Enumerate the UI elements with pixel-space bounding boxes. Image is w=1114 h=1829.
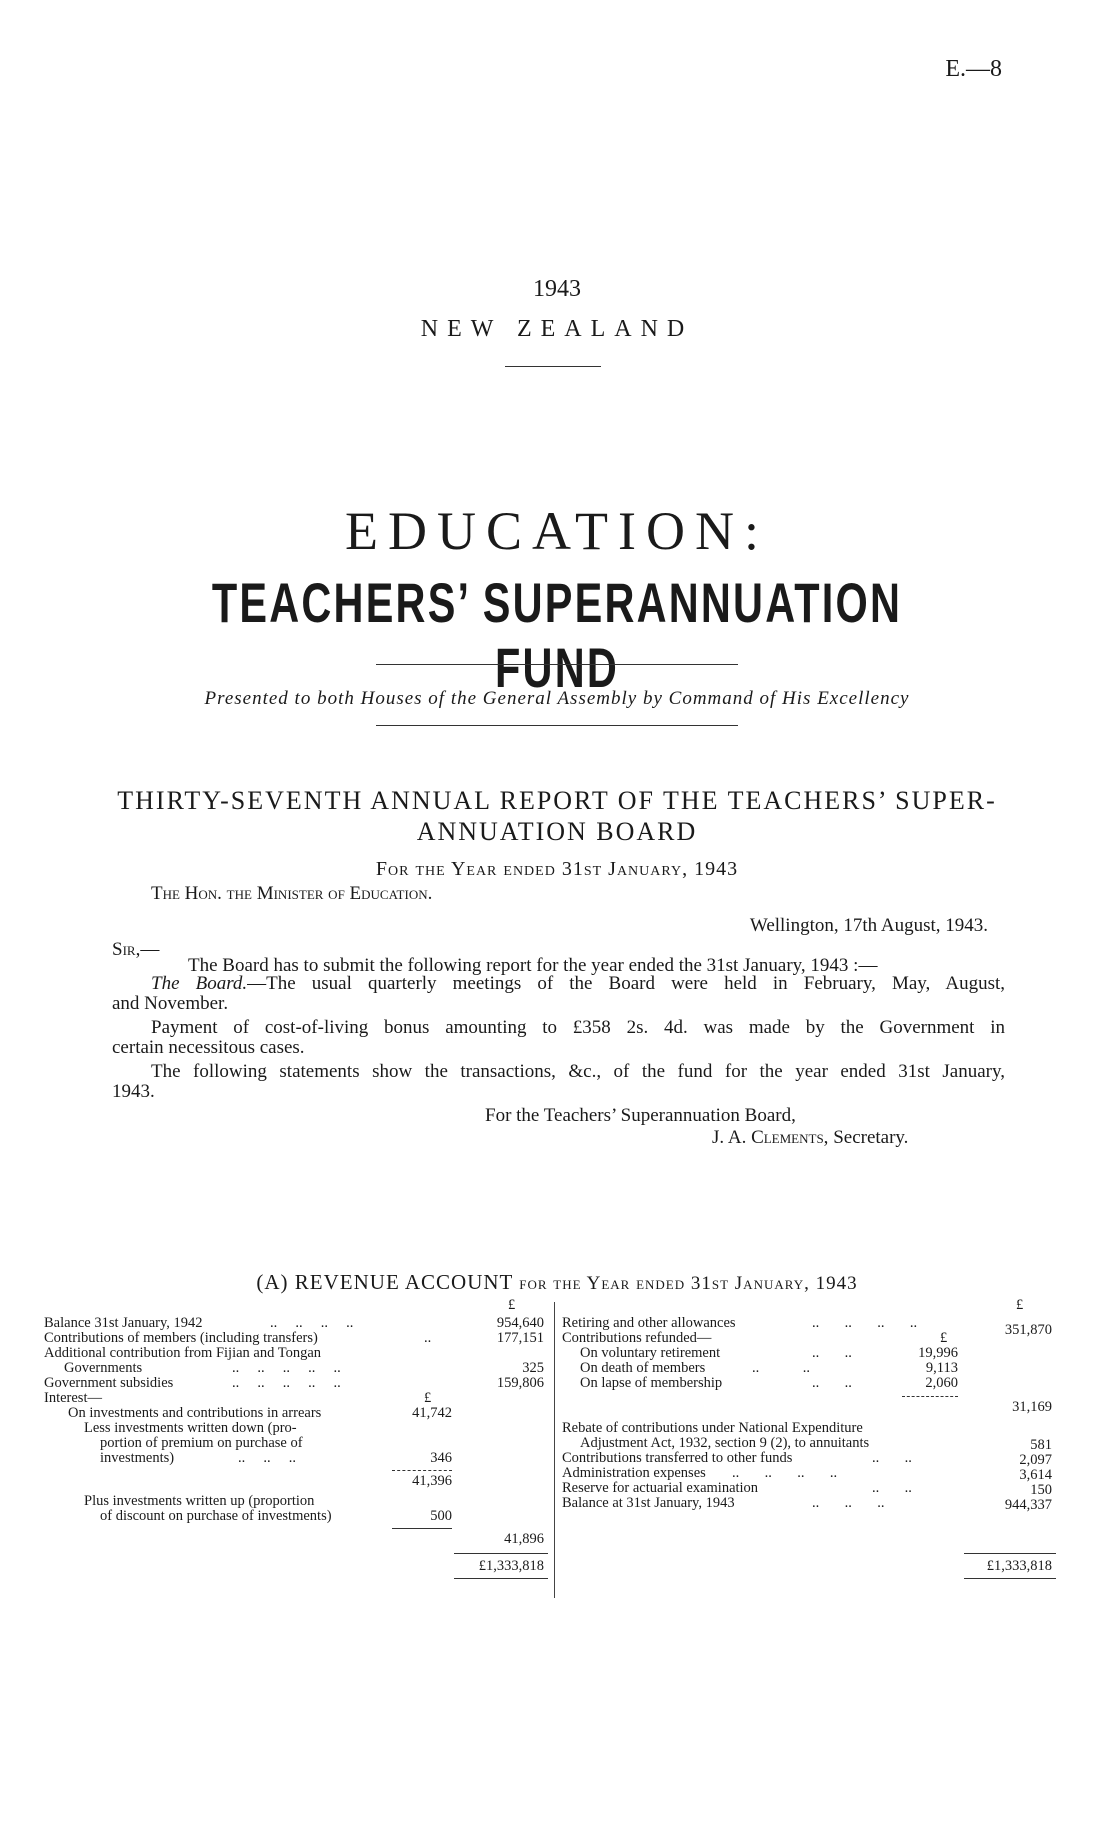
- paragraph-text: —The usual quarterly meetings of the Board were held in February, May, August,: [247, 973, 1005, 994]
- paragraph-4-line-1: The following statements show the transactions, &c., of the fund for the year ended 31st January,: [151, 1061, 1005, 1082]
- divider: [505, 366, 601, 367]
- signatory: [712, 1128, 908, 1147]
- report-year: 1943: [533, 276, 581, 302]
- total-rule-bottom: [964, 1578, 1056, 1579]
- dot-leader: .. ..: [812, 1345, 852, 1361]
- addressee: The Hon. the Minister of Education.: [151, 883, 433, 904]
- left-plus-value: 500: [430, 1508, 452, 1524]
- left-plus-label-1: Plus investments written up (proportion: [84, 1493, 315, 1509]
- dot-leader: .. ..: [752, 1360, 810, 1376]
- right-reserve-label: Reserve for actuarial examination: [562, 1480, 759, 1496]
- right-transferred-value: 2,097: [1019, 1452, 1052, 1468]
- right-rebate-label-1: Rebate of contributions under National Expenditure: [562, 1420, 863, 1436]
- right-rebate-label-2: Adjustment Act, 1932, section 9 (2), to annuitants: [580, 1435, 870, 1451]
- pound-sign: £: [508, 1297, 516, 1313]
- subtotal-rule: [392, 1470, 452, 1471]
- total-rule-bottom: [454, 1578, 548, 1579]
- account-heading-main: (A) REVENUE ACCOUNT: [256, 1270, 513, 1294]
- report-title-line-1: THIRTY-SEVENTH ANNUAL REPORT OF THE TEACHERS’ SUPER-: [117, 786, 997, 815]
- right-balance-value: 944,337: [1004, 1497, 1052, 1513]
- left-contributions-label: Contributions of members (including transfers): [44, 1330, 318, 1346]
- left-additional-label-1: Additional contribution from Fijian and Tongan: [44, 1345, 322, 1361]
- interest-rule: [392, 1528, 452, 1529]
- signatory-name: J. A. Clements,: [712, 1127, 829, 1148]
- right-death-label: On death of members: [580, 1360, 706, 1376]
- left-grand-total: £1,333,818: [478, 1558, 544, 1574]
- left-subtotal-value: 41,396: [412, 1473, 452, 1489]
- presented-line: Presented to both Houses of the General Assembly by Command of His Excellency: [204, 688, 910, 709]
- right-admin-value: 3,614: [1019, 1467, 1052, 1483]
- paragraph-1: The Board has to submit the following report for the year ended the 31st January, 1943 :—: [188, 955, 878, 976]
- signatory-title: Secretary.: [833, 1127, 909, 1148]
- paragraph-3-line-1: Payment of cost-of-living bonus amounting to £358 2s. 4d. was made by the Government in: [151, 1017, 1005, 1038]
- dot-leader: .. .. ..: [238, 1450, 296, 1466]
- dot-leader: .. .. .. .. ..: [232, 1375, 341, 1391]
- dot-leader: .. ..: [812, 1375, 852, 1391]
- right-refunded-total: 31,169: [1012, 1399, 1052, 1415]
- right-lapse-label: On lapse of membership: [580, 1375, 723, 1391]
- left-plus-label-2: of discount on purchase of investments): [100, 1508, 332, 1524]
- left-additional-label-2: Governments: [64, 1360, 143, 1376]
- account-heading: [0, 1270, 1114, 1295]
- left-less-label-1: Less investments written down (pro-: [84, 1420, 297, 1436]
- country-name: NEW ZEALAND: [420, 316, 694, 342]
- right-voluntary-label: On voluntary retirement: [580, 1345, 721, 1361]
- right-retiring-value: 351,870: [1004, 1322, 1052, 1338]
- left-on-investments-value: 41,742: [412, 1405, 452, 1421]
- dot-leader: .. .. .. ..: [812, 1315, 918, 1331]
- salutation: Sir,—: [112, 939, 160, 960]
- right-rebate-value: 581: [1030, 1437, 1052, 1453]
- left-less-label-2: portion of premium on purchase of: [100, 1435, 303, 1451]
- left-contributions-value: 177,151: [496, 1330, 544, 1346]
- left-interest-total: 41,896: [504, 1531, 544, 1547]
- divider: [376, 725, 738, 726]
- pound-sign: £: [424, 1390, 432, 1406]
- dot-leader: .. ..: [872, 1450, 912, 1466]
- left-subsidies-label: Government subsidies: [44, 1375, 174, 1391]
- refunded-rule: [902, 1396, 958, 1397]
- total-rule-top: [454, 1553, 548, 1554]
- paragraph-heading: The Board.: [151, 973, 248, 994]
- left-additional-value: 325: [522, 1360, 544, 1376]
- dot-leader: .. ..: [872, 1480, 912, 1496]
- dot-leader: .. .. .. ..: [732, 1465, 838, 1481]
- left-balance-label: Balance 31st January, 1942: [44, 1315, 203, 1331]
- pound-sign: £: [1016, 1297, 1024, 1313]
- right-voluntary-value: 19,996: [918, 1345, 958, 1361]
- paragraph-4-line-2: 1943.: [112, 1081, 155, 1102]
- left-less-label-3: investments): [100, 1450, 175, 1466]
- right-transferred-label: Contributions transferred to other funds: [562, 1450, 793, 1466]
- right-grand-total: £1,333,818: [986, 1558, 1052, 1574]
- right-lapse-value: 2,060: [925, 1375, 958, 1391]
- right-reserve-value: 150: [1030, 1482, 1052, 1498]
- left-balance-value: 954,640: [496, 1315, 544, 1331]
- right-refunded-label: Contributions refunded—: [562, 1330, 712, 1346]
- dot-leader: .. .. ..: [812, 1495, 885, 1511]
- paragraph-2-line-2: and November.: [112, 993, 229, 1014]
- paragraph-2-line-1: [151, 974, 1005, 993]
- report-period: For the Year ended 31st January, 1943: [375, 858, 739, 880]
- right-retiring-label: Retiring and other allowances: [562, 1315, 736, 1331]
- signature-line: For the Teachers’ Superannuation Board,: [485, 1105, 796, 1126]
- right-admin-label: Administration expenses: [562, 1465, 706, 1481]
- right-balance-label: Balance at 31st January, 1943: [562, 1495, 735, 1511]
- report-title-line-2: ANNUATION BOARD: [416, 817, 698, 846]
- divider: [376, 664, 738, 665]
- left-subsidies-value: 159,806: [496, 1375, 544, 1391]
- total-rule-top: [964, 1553, 1056, 1554]
- main-title: EDUCATION:: [345, 501, 769, 561]
- date-line: Wellington, 17th August, 1943.: [749, 915, 988, 936]
- left-on-investments-label: On investments and contributions in arrears: [68, 1405, 322, 1421]
- account-heading-period: for the Year ended 31st January, 1943: [519, 1273, 858, 1294]
- left-less-value: 346: [430, 1450, 452, 1466]
- dot-leader: .. .. .. .. ..: [232, 1360, 341, 1376]
- pound-sign: £: [940, 1330, 948, 1346]
- column-divider: [554, 1302, 555, 1598]
- left-interest-label: Interest—: [44, 1390, 102, 1406]
- dot-leader: ..: [424, 1330, 432, 1346]
- paragraph-3-line-2: certain necessitous cases.: [112, 1037, 305, 1058]
- sub-title: TEACHERS’ SUPERANNUATION FUND: [211, 571, 903, 699]
- dot-leader: .. .. .. ..: [270, 1315, 354, 1331]
- page-number: E.—8: [945, 56, 1002, 82]
- right-death-value: 9,113: [925, 1360, 958, 1376]
